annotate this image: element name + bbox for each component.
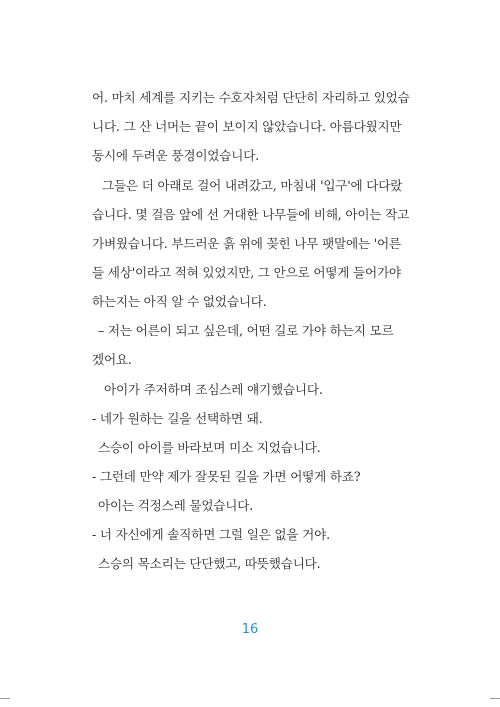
text-line-6: 가벼웠습니다. 부드러운 흙 위에 꽂힌 나무 팻말에는 '어른 bbox=[92, 236, 401, 251]
text-line-15: 아이는 걱정스레 물었습니다. bbox=[98, 498, 253, 513]
text-line-7: 들 세상'이라고 적혀 있었지만, 그 안으로 어떻게 들어가야 bbox=[92, 265, 401, 280]
text-line-17: 스승의 목소리는 단단했고, 따뜻했습니다. bbox=[98, 556, 321, 571]
text-line-4: 그들은 더 아래로 걸어 내려갔고, 마침내 '입구'에 다다랐 bbox=[102, 178, 403, 193]
text-line-9: – 저는 어른이 되고 싶은데, 어떤 길로 가야 하는지 모르 bbox=[98, 323, 394, 338]
crop-mark-left bbox=[0, 698, 10, 699]
text-line-13: 스승이 아이를 바라보며 미소 지었습니다. bbox=[98, 440, 321, 455]
text-line-1: 어. 마치 세계를 지키는 수호자처럼 단단히 자리하고 있었습 bbox=[92, 90, 410, 105]
text-line-16: - 너 자신에게 솔직하면 그럴 일은 없을 거야. bbox=[92, 527, 330, 542]
page-number: 16 bbox=[241, 622, 259, 637]
text-line-11: 아이가 주저하며 조심스레 얘기했습니다. bbox=[104, 382, 323, 397]
text-line-10: 겠어요. bbox=[92, 352, 132, 367]
text-line-2: 니다. 그 산 너머는 끝이 보이지 않았습니다. 아름다웠지만 bbox=[92, 119, 402, 134]
text-line-8: 하는지는 아직 알 수 없었습니다. bbox=[92, 294, 267, 309]
text-line-14: - 그런데 만약 제가 잘못된 길을 가면 어떻게 하죠? bbox=[92, 469, 361, 484]
text-line-5: 습니다. 몇 걸음 앞에 선 거대한 나무들에 비해, 아이는 작고 bbox=[92, 207, 410, 222]
text-line-12: - 네가 원하는 길을 선택하면 돼. bbox=[92, 411, 263, 426]
crop-mark-right bbox=[490, 698, 500, 699]
text-line-3: 동시에 두려운 풍경이었습니다. bbox=[92, 148, 259, 163]
